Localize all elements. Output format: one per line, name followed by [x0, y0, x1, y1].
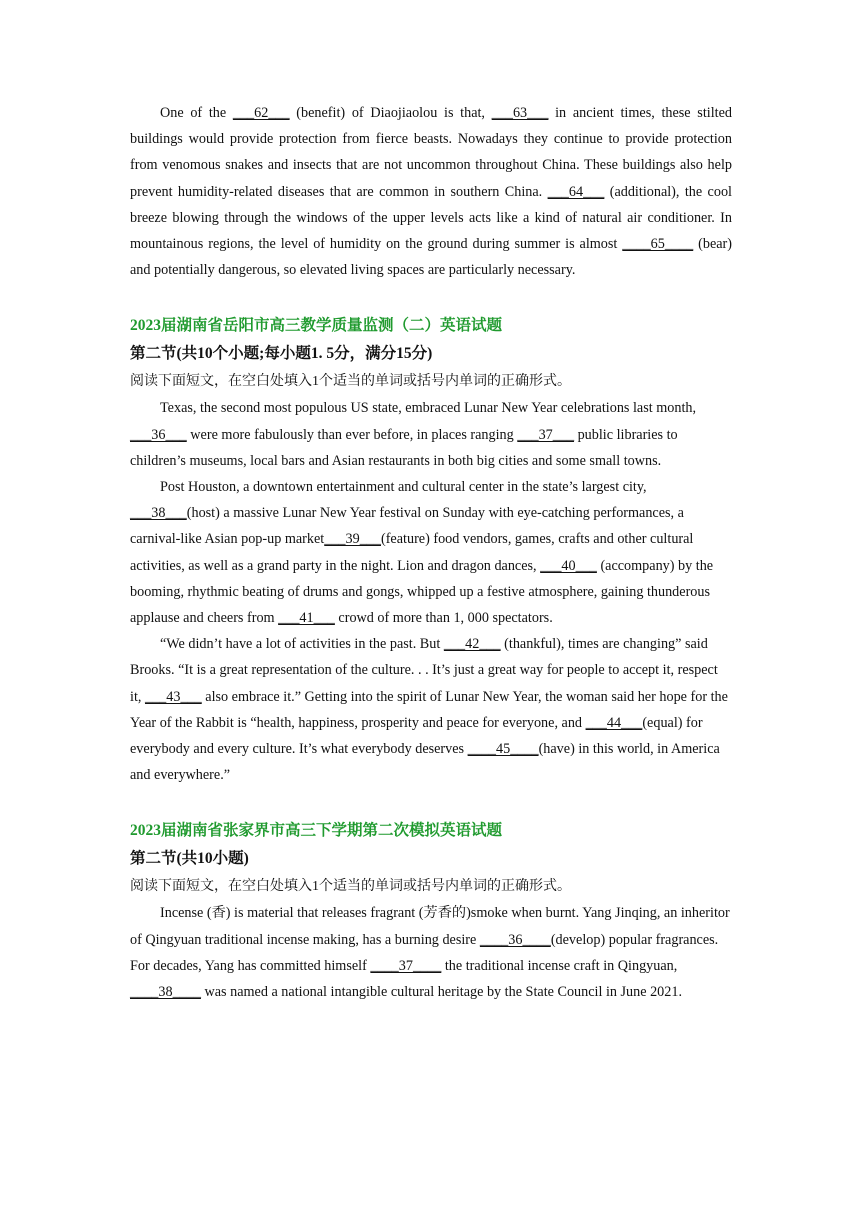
- text-run: Post Houston, a downtown entertainment and cultural center in the state’s largest city,: [160, 479, 647, 496]
- blank-63: ___63___: [491, 105, 549, 121]
- blank-37: ___37___: [517, 426, 575, 443]
- text-run: (develop) popular fragrances. For decades, Yang has committed himself: [130, 931, 719, 974]
- section-zhangjiajie: [130, 818, 732, 1005]
- text-run: also embrace it.” Getting into the spirit of Lunar New Year, the woman said her hope for the Year of the Rabbit is “health, happiness, prosperity and peace for everyone, and: [130, 688, 728, 731]
- text-run: (feature) food vendors, games, crafts and other cultural activities, as well as a grand party in the night. Lion and dragon dances,: [130, 531, 694, 574]
- document-page: [130, 100, 732, 1005]
- section-title: 2023届湖南省张家界市高三下学期第二次模拟英语试题: [130, 822, 503, 840]
- text-run: (accompany) by the booming, rhythmic beating of drums and gongs, whipped up a festive atmosphere, gaining thunderous applause and cheers from: [130, 557, 714, 627]
- section-title: 2023届湖南省岳阳市高三教学质量监测（二）英语试题: [130, 317, 503, 335]
- section-subtitle: 第二节(共10小题): [130, 850, 249, 868]
- section-subtitle: 第二节(共10个小题;每小题1. 5分，满分15分): [130, 345, 433, 363]
- text-run: crowd of more than 1, 000 spectators.: [334, 610, 553, 627]
- blank-36: ___36___: [130, 426, 187, 443]
- text-run: “We didn’t have a lot of activities in the past. But: [160, 636, 444, 653]
- blank-64: ___64___: [547, 183, 605, 200]
- blank-62: ___62___: [232, 105, 290, 121]
- text-run: (equal) for everybody and every culture. It’s what everybody deserves: [130, 714, 703, 758]
- section-instruction: 阅读下面短文，在空白处填入1个适当的单词或括号内单词的正确形式。: [130, 374, 571, 390]
- blank-41: ___41___: [278, 610, 335, 627]
- text-run: One of the: [160, 105, 233, 121]
- blank-42: ___42___: [443, 636, 501, 653]
- text-run: (additional), the cool breeze blowing through the windows of the upper levels acts like a kind of natural air conditioner. In mountainous regions, the level of humidity on the ground during summer is almost: [130, 183, 732, 253]
- blank-40: ___40___: [540, 557, 597, 574]
- text-run: were more fabulously than ever before, in places ranging: [186, 426, 518, 443]
- text-run: Incense (香) is material that releases fragrant (芳香的)smoke when burnt. Yang Jinqing, an inheritor of Qingyuan traditional incense making, has a burning desire: [130, 905, 730, 948]
- text-run: was named a national intangible cultural heritage by the State Council in June 2021.: [200, 984, 683, 1001]
- passage-paragraph: [130, 631, 732, 788]
- text-run: in ancient times, these stilted buildings would provide protection from fierce beasts. Nowadays they continue to provide protection from venomous snakes and insects that are not uncommon throughout China. These buildings also help prevent humidity-related diseases that are common in southern China.: [130, 105, 732, 200]
- text-run: (host) a massive Lunar New Year festival on Sunday with eye-catching performances, a carnival-like Asian pop-up market: [130, 505, 684, 548]
- text-run: the traditional incense craft in Qingyuan,: [441, 957, 678, 974]
- text-run: (have) in this world, in America and everywhere.”: [130, 741, 720, 784]
- passage-paragraph: [130, 100, 732, 283]
- blank-36: ____36____: [479, 931, 551, 948]
- blank-37: ____37____: [370, 957, 442, 974]
- blank-65: ____65____: [622, 236, 694, 253]
- blank-44: ___44___: [585, 714, 643, 731]
- passage-paragraph: [130, 395, 732, 474]
- text-run: (thankful), times are changing” said Brooks. “It is a great representation of the culture. . . It’s just a great way for people to accept it, respect it,: [130, 636, 718, 705]
- blank-45: ____45____: [467, 741, 539, 758]
- section-instruction: 阅读下面短文，在空白处填入1个适当的单词或括号内单词的正确形式。: [130, 879, 571, 895]
- text-run: public libraries to children’s museums, local bars and Asian restaurants in both big cities and some small towns.: [130, 426, 678, 469]
- passage-paragraph: [130, 900, 732, 1005]
- blank-43: ___43___: [144, 688, 202, 705]
- text-run: Texas, the second most populous US state, embraced Lunar New Year celebrations last month,: [160, 400, 697, 417]
- passage-paragraph: [130, 474, 732, 631]
- blank-38: ____38____: [130, 984, 201, 1001]
- blank-39: ___39___: [324, 531, 381, 548]
- section-yueyang: [130, 313, 732, 788]
- blank-38: ___38___: [130, 505, 187, 522]
- text-run: (benefit) of Diaojiaolou is that,: [289, 105, 492, 121]
- text-run: (bear) and potentially dangerous, so elevated living spaces are particularly necessary.: [130, 236, 732, 279]
